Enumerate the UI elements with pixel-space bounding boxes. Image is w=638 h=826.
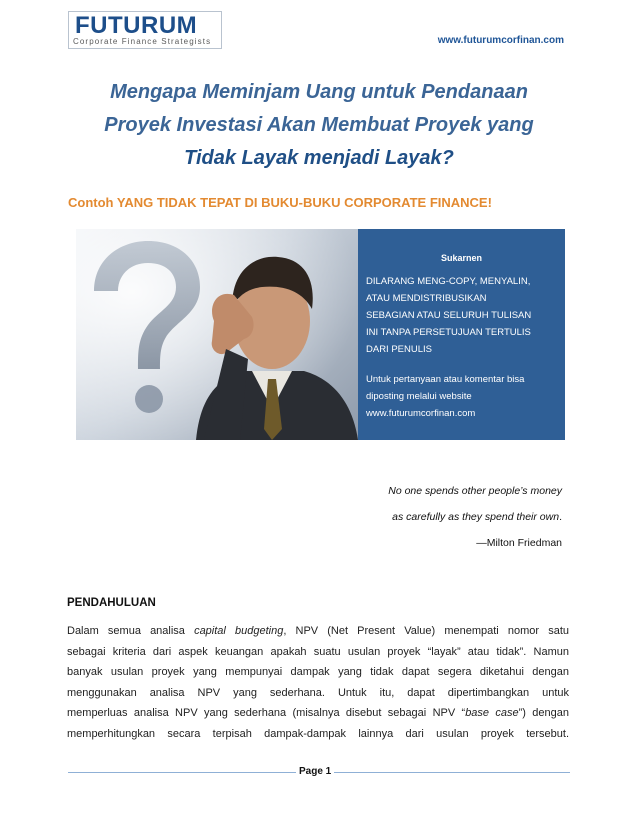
body-line: menggunakan analisa NPV yang sederhana. Untuk itu, dapat dipertimbangkan untuk xyxy=(67,686,569,699)
author-name: Sukarnen xyxy=(440,253,482,263)
body-line: sebagai kriteria dari aspek keuangan apakah suatu usulan proyek “layak” atau tidak”. Namun xyxy=(67,645,569,658)
document-title xyxy=(70,76,568,175)
logo-tagline: Corporate Finance Strategists xyxy=(73,37,212,46)
quote-line-2 xyxy=(388,511,562,523)
thinking-man-photo xyxy=(76,229,358,440)
emphasized-term: base case xyxy=(465,707,519,719)
quote-line-2-text: as carefully as they spend their own xyxy=(392,511,560,523)
body-line: memperhitungkan secara terpisah dampak-dampak lainnya dari usulan proyek tersebut. xyxy=(67,727,569,740)
copyright-warning xyxy=(366,273,562,358)
quote-attribution: —Milton Friedman xyxy=(476,537,562,549)
section-heading: PENDAHULUAN xyxy=(67,597,156,609)
epigraph-quote xyxy=(388,485,562,549)
warning-line: SEBAGIAN ATAU SELURUH TULISAN xyxy=(366,310,532,321)
page-number: Page 1 xyxy=(296,766,334,777)
hero-banner xyxy=(76,229,565,440)
header-website-url[interactable]: www.futurumcorfinan.com xyxy=(437,35,564,46)
body-line: memperluas analisa NPV yang sederhana (misalnya disebut sebagai NPV “base case”) dengan xyxy=(67,707,569,719)
contact-line: Untuk pertanyaan atau komentar bisa xyxy=(366,374,525,385)
contact-line: diposting melalui website xyxy=(366,391,472,402)
warning-line: DARI PENULIS xyxy=(366,344,432,355)
document-subtitle: Contoh YANG TIDAK TEPAT DI BUKU-BUKU CORPORATE FINANCE! xyxy=(68,195,492,210)
title-line-3: Tidak Layak menjadi Layak? xyxy=(184,147,454,169)
title-line-2: Proyek Investasi Akan Membuat Proyek yang xyxy=(104,114,534,136)
hero-illustration xyxy=(76,229,358,440)
warning-line: INI TANPA PERSETUJUAN TERTULIS xyxy=(366,327,531,338)
quote-line-2-period: . xyxy=(559,511,562,523)
logo-wordmark: FUTURUM xyxy=(75,12,198,39)
contact-info xyxy=(366,371,562,422)
warning-line: DILARANG MENG-COPY, MENYALIN, xyxy=(366,276,531,287)
warning-line: ATAU MENDISTRIBUSIKAN xyxy=(366,293,487,304)
copyright-notice-panel xyxy=(358,229,565,440)
body-line: Dalam semua analisa capital budgeting, NPV (Net Present Value) menempati nomor satu xyxy=(67,625,569,637)
quote-line-1: No one spends other people’s money xyxy=(388,485,562,497)
body-line: banyak usulan proyek yang mempunyai dampak yang tidak dapat segera diketahui dengan xyxy=(67,666,569,678)
section-body xyxy=(67,621,569,744)
contact-website-link[interactable]: www.futurumcorfinan.com xyxy=(366,408,476,419)
title-line-1: Mengapa Meminjam Uang untuk Pendanaan xyxy=(110,81,528,103)
emphasized-term: capital budgeting xyxy=(194,625,284,637)
futurum-logo xyxy=(68,11,222,49)
